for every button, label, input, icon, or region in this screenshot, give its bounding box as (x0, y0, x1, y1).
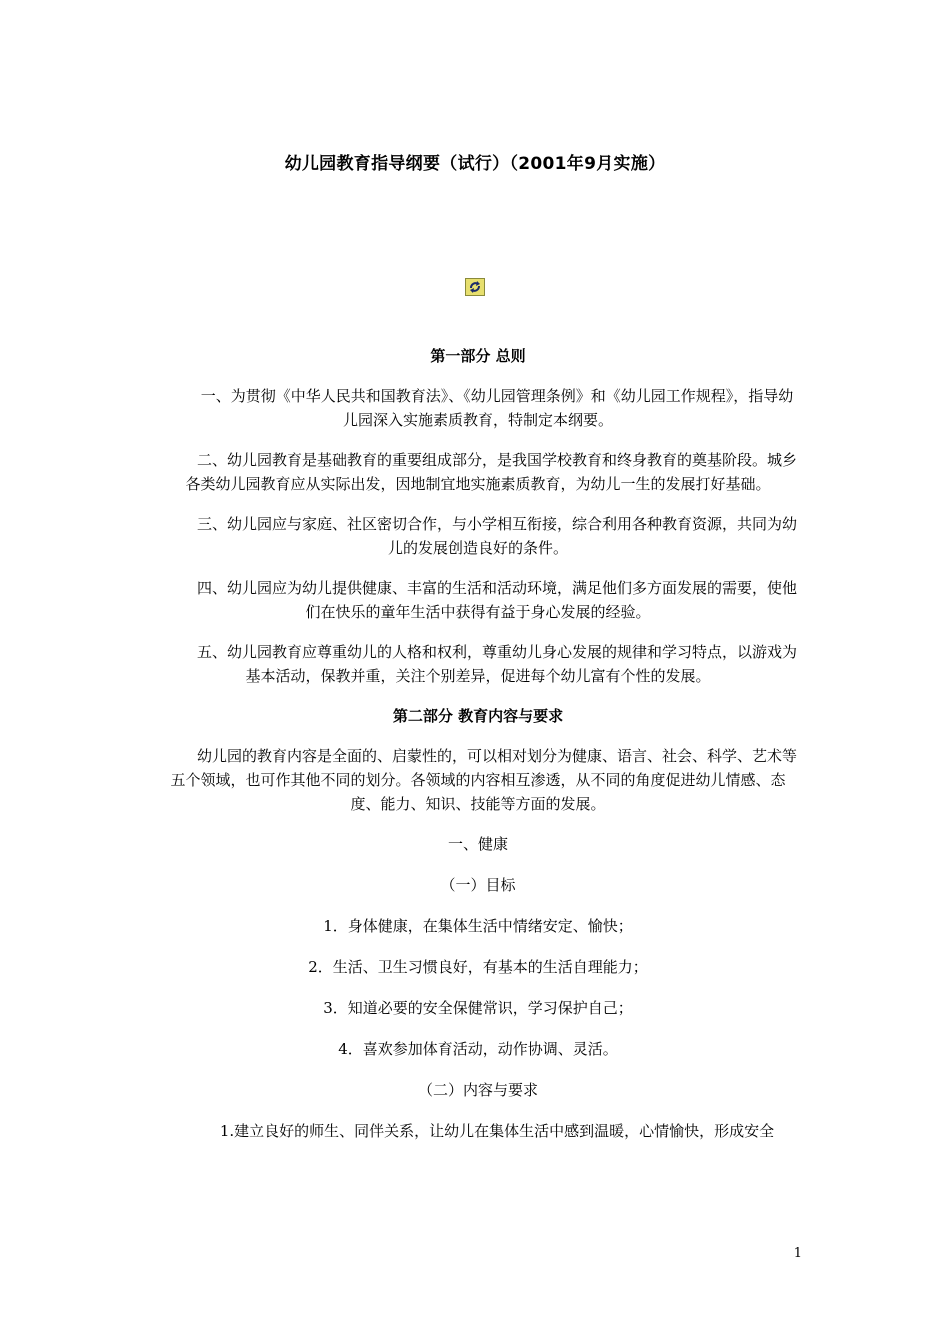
part2-intro: 幼儿园的教育内容是全面的、启蒙性的，可以相对划分为健康、语言、社会、科学、艺术等五个领域，也可作其他不同的划分。各领域的内容相互渗透，从不同的角度促进幼儿情感、态度、能力、知识、技能等方面的发展。 (170, 747, 797, 813)
part1-paragraph-2: 二、幼儿园教育是基础教育的重要组成部分，是我国学校教育和终身教育的奠基阶段。城乡各类幼儿园教育应从实际出发，因地制宜地实施素质教育，为幼儿一生的发展打好基础。 (185, 451, 797, 493)
part1-paragraph-4: 四、幼儿园应为幼儿提供健康、丰富的生活和活动环境，满足他们多方面发展的需要，使他们在快乐的童年生活中获得有益于身心发展的经验。 (196, 579, 797, 621)
content-requirements-heading: （二）内容与要求 (417, 1081, 538, 1099)
part1-heading: 第一部分 总则 (430, 347, 526, 365)
embedded-object-icon[interactable] (465, 278, 485, 296)
part1-paragraph-5: 五、幼儿园教育应尊重幼儿的人格和权利，尊重幼儿身心发展的规律和学习特点，以游戏为基本活动，保教并重，关注个别差异，促进每个幼儿富有个性的发展。 (196, 643, 797, 685)
part2-heading: 第二部分 教育内容与要求 (392, 707, 564, 725)
goal-item-2: 2．生活、卫生习惯良好，有基本的生活自理能力； (308, 958, 648, 976)
goal-item-3: 3．知道必要的安全保健常识，学习保护自己； (323, 999, 633, 1017)
goal-item-4: 4．喜欢参加体育活动，动作协调、灵活。 (338, 1040, 618, 1058)
content-item-1: 1.建立良好的师生、同伴关系，让幼儿在集体生活中感到温暖，心情愉快，形成安全 (219, 1122, 775, 1140)
page-number: 1 (793, 1246, 802, 1261)
goals-heading: （一）目标 (440, 876, 516, 894)
refresh-arrows-icon (466, 279, 484, 295)
document-body (158, 344, 798, 1159)
document-title: 幼儿园教育指导纲要（试行）（2001年9月实施） (284, 154, 666, 174)
part1-paragraph-1: 一、为贯彻《中华人民共和国教育法》、《幼儿园管理条例》和《幼儿园工作规程》，指导幼儿园深入实施素质教育，特制定本纲要。 (200, 387, 794, 429)
section-health-heading: 一、健康 (447, 835, 508, 853)
goal-item-1: 1．身体健康，在集体生活中情绪安定、愉快； (323, 917, 633, 935)
part1-paragraph-3: 三、幼儿园应与家庭、社区密切合作，与小学相互衔接，综合利用各种教育资源，共同为幼儿的发展创造良好的条件。 (196, 515, 797, 557)
